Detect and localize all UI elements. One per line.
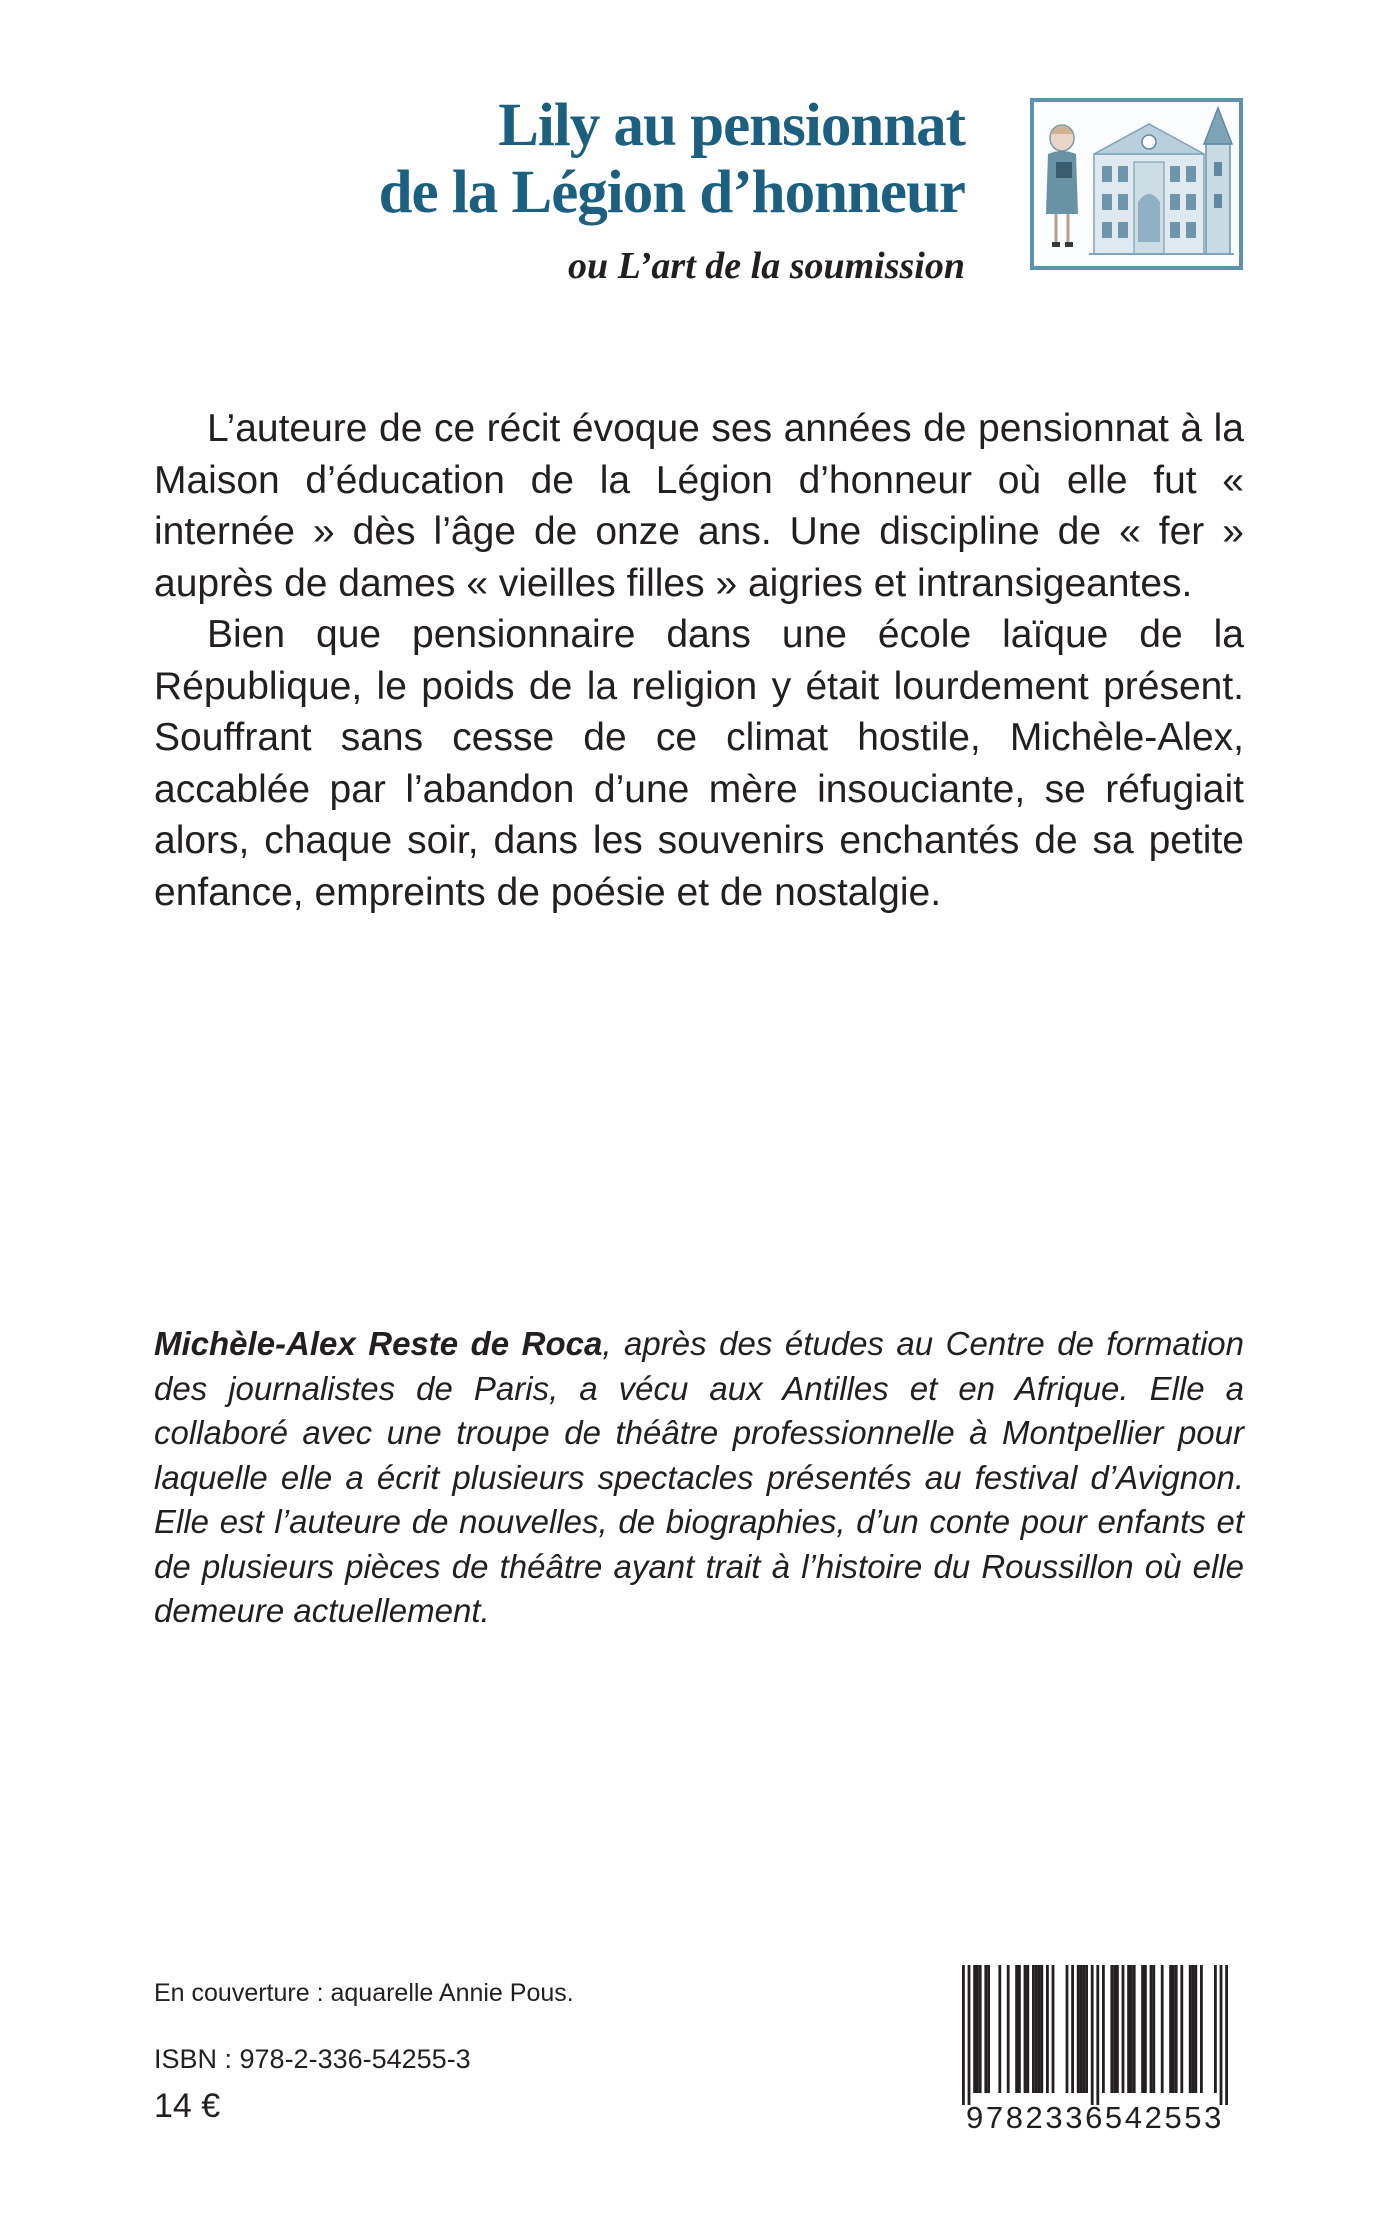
barcode-bar [1018,1965,1021,2093]
barcode-bar [1091,1965,1094,2105]
barcode-bar [1035,1965,1038,2093]
barcode-bar [1172,1965,1175,2093]
barcode-bar [1180,1965,1183,2093]
author-bio-text: , après des études au Centre de formation des journalistes de Paris, a vécu aux Antilles et en Afrique. Elle a collaboré avec une troupe de théâtre professionnelle à Montpellier pour laquelle elle a écrit plusieurs spectacles présentés au festival d’Avignon. Elle est l’auteure de nouvelles, de biographies, d’un conte pour enfants et de plusieurs pièces de théâtre ayant trait à l’histoire du Roussillon où elle demeure actuellement. [154,1325,1244,1629]
barcode-bar [1220,1965,1223,2105]
barcode-bar [1113,1965,1116,2093]
barcode-bar [976,1965,979,2093]
barcode-bar [1116,1965,1119,2093]
barcode-bar [1150,1965,1153,2093]
barcode-bar [1152,1965,1155,2093]
isbn: ISBN : 978-2-336-54255-3 [154,2044,471,2074]
cover-credit: En couverture : aquarelle Annie Pous. [154,1979,574,2007]
barcode-bar [1096,1965,1099,2105]
barcode-bar [1026,1965,1029,2093]
title-line-1: Lily au pensionnat [498,92,965,159]
barcode-bar [1194,1965,1197,2093]
summary-paragraph-2: Bien que pensionnaire dans une école laïque de la République, le poids de la religion y était lourdement présent. Souffrant sans cesse de ce climat hostile, Michèle-Alex, accablée par l’abandon d’une mère insouciante, se réfugiait alors, chaque soir, dans les souvenirs enchantés de sa petite enfance, empreints de poésie et de nostalgie. [154,613,1244,914]
barcode-bar [1102,1965,1105,2093]
barcode-bars [950,1965,1240,2105]
barcode-bar [1071,1965,1074,2093]
price: 14 € [154,2087,221,2125]
barcode-bar [1214,1965,1217,2093]
barcode-bar [1077,1965,1080,2093]
barcode-bar [984,1965,987,2093]
barcode-bar [1046,1965,1049,2093]
barcode [950,1965,1240,2140]
barcode-bar [1024,1965,1027,2093]
barcode-bar [1141,1965,1144,2093]
book-subtitle: ou L’art de la soumission [568,245,965,287]
barcode-bar [1122,1965,1125,2093]
summary-paragraph-1: L’auteure de ce récit évoque ses années de pensionnat à la Maison d’éducation de la Légion d’honneur où elle fut « internée » dès l’âge de onze ans. Une discipline de « fer » auprès de dames « vieilles filles » aigries et intransigeantes. [154,407,1244,605]
barcode-bar [1161,1965,1164,2093]
barcode-bar [1007,1965,1010,2093]
barcode-bar [1225,1965,1228,2105]
barcode-bar [962,1965,965,2105]
barcode-bar [1032,1965,1035,2093]
barcode-bar [987,1965,990,2093]
barcode-bar [1192,1965,1195,2093]
barcode-bar [973,1965,976,2093]
barcode-bar [1169,1965,1172,2093]
book-title [200,92,965,226]
barcode-bar [1200,1965,1203,2093]
barcode-bar [1144,1965,1147,2093]
barcode-bar [1085,1965,1088,2093]
cover-thumbnail [1030,98,1243,270]
barcode-bar [1127,1965,1130,2093]
barcode-digits: 9782336542553 [966,2100,1224,2135]
barcode-bar [1080,1965,1083,2093]
barcode-bar [1130,1965,1133,2093]
barcode-bar [1133,1965,1136,2093]
barcode-bar [979,1965,982,2093]
barcode-bar [1066,1965,1069,2093]
barcode-bar [998,1965,1001,2093]
author-bio-paragraph [154,1322,1244,1634]
barcode-bar [1052,1965,1055,2093]
barcode-bar [968,1965,971,2105]
barcode-bar [1015,1965,1018,2093]
author-bio [154,1322,1244,1634]
barcode-bar [1189,1965,1192,2093]
barcode-bar [1110,1965,1113,2093]
title-line-2: de la Légion d’honneur [378,159,965,226]
watercolor-building-icon [1034,102,1239,266]
barcode-bar [1040,1965,1043,2093]
barcode-bar [1038,1965,1041,2093]
author-name: Michèle-Alex Reste de Roca [154,1325,603,1362]
barcode-bar [1082,1965,1085,2093]
book-summary [154,403,1244,918]
barcode-bar [1175,1965,1178,2093]
